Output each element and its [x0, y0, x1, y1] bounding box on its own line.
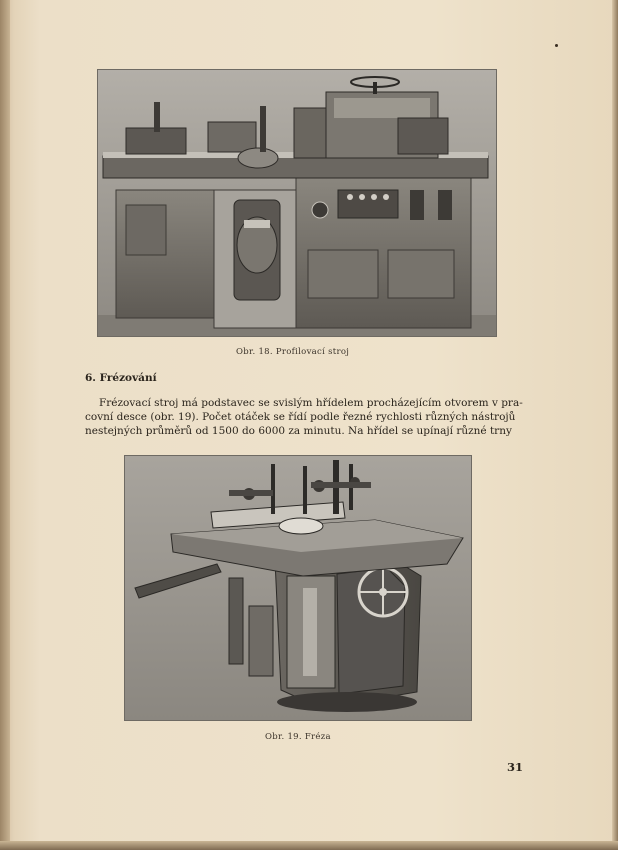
paper-speck: [555, 44, 558, 47]
book-spine-shadow: [0, 0, 10, 850]
section-heading: 6. Frézování: [85, 372, 157, 384]
page-right-edge: [612, 0, 618, 850]
page-number: 31: [507, 760, 524, 774]
paragraph-line: Frézovací stroj má podstavec se svislým hřídelem procházejícím otvorem v pra-: [99, 397, 523, 409]
paragraph-line: nestejných průměrů od 1500 do 6000 za minutu. Na hřídel se upínají různé trny: [85, 425, 512, 437]
spindle-moulder-photo: [124, 455, 472, 721]
figure-caption: Obr. 19. Fréza: [265, 732, 331, 742]
figure-caption: Obr. 18. Profilovací stroj: [236, 347, 350, 357]
page-bottom-edge: [0, 841, 618, 850]
body-paragraph: [85, 396, 523, 438]
profiling-machine-photo: [97, 69, 497, 337]
paragraph-line: covní desce (obr. 19). Počet otáček se řídí podle řezné rychlosti různých nástrojů: [85, 411, 516, 423]
